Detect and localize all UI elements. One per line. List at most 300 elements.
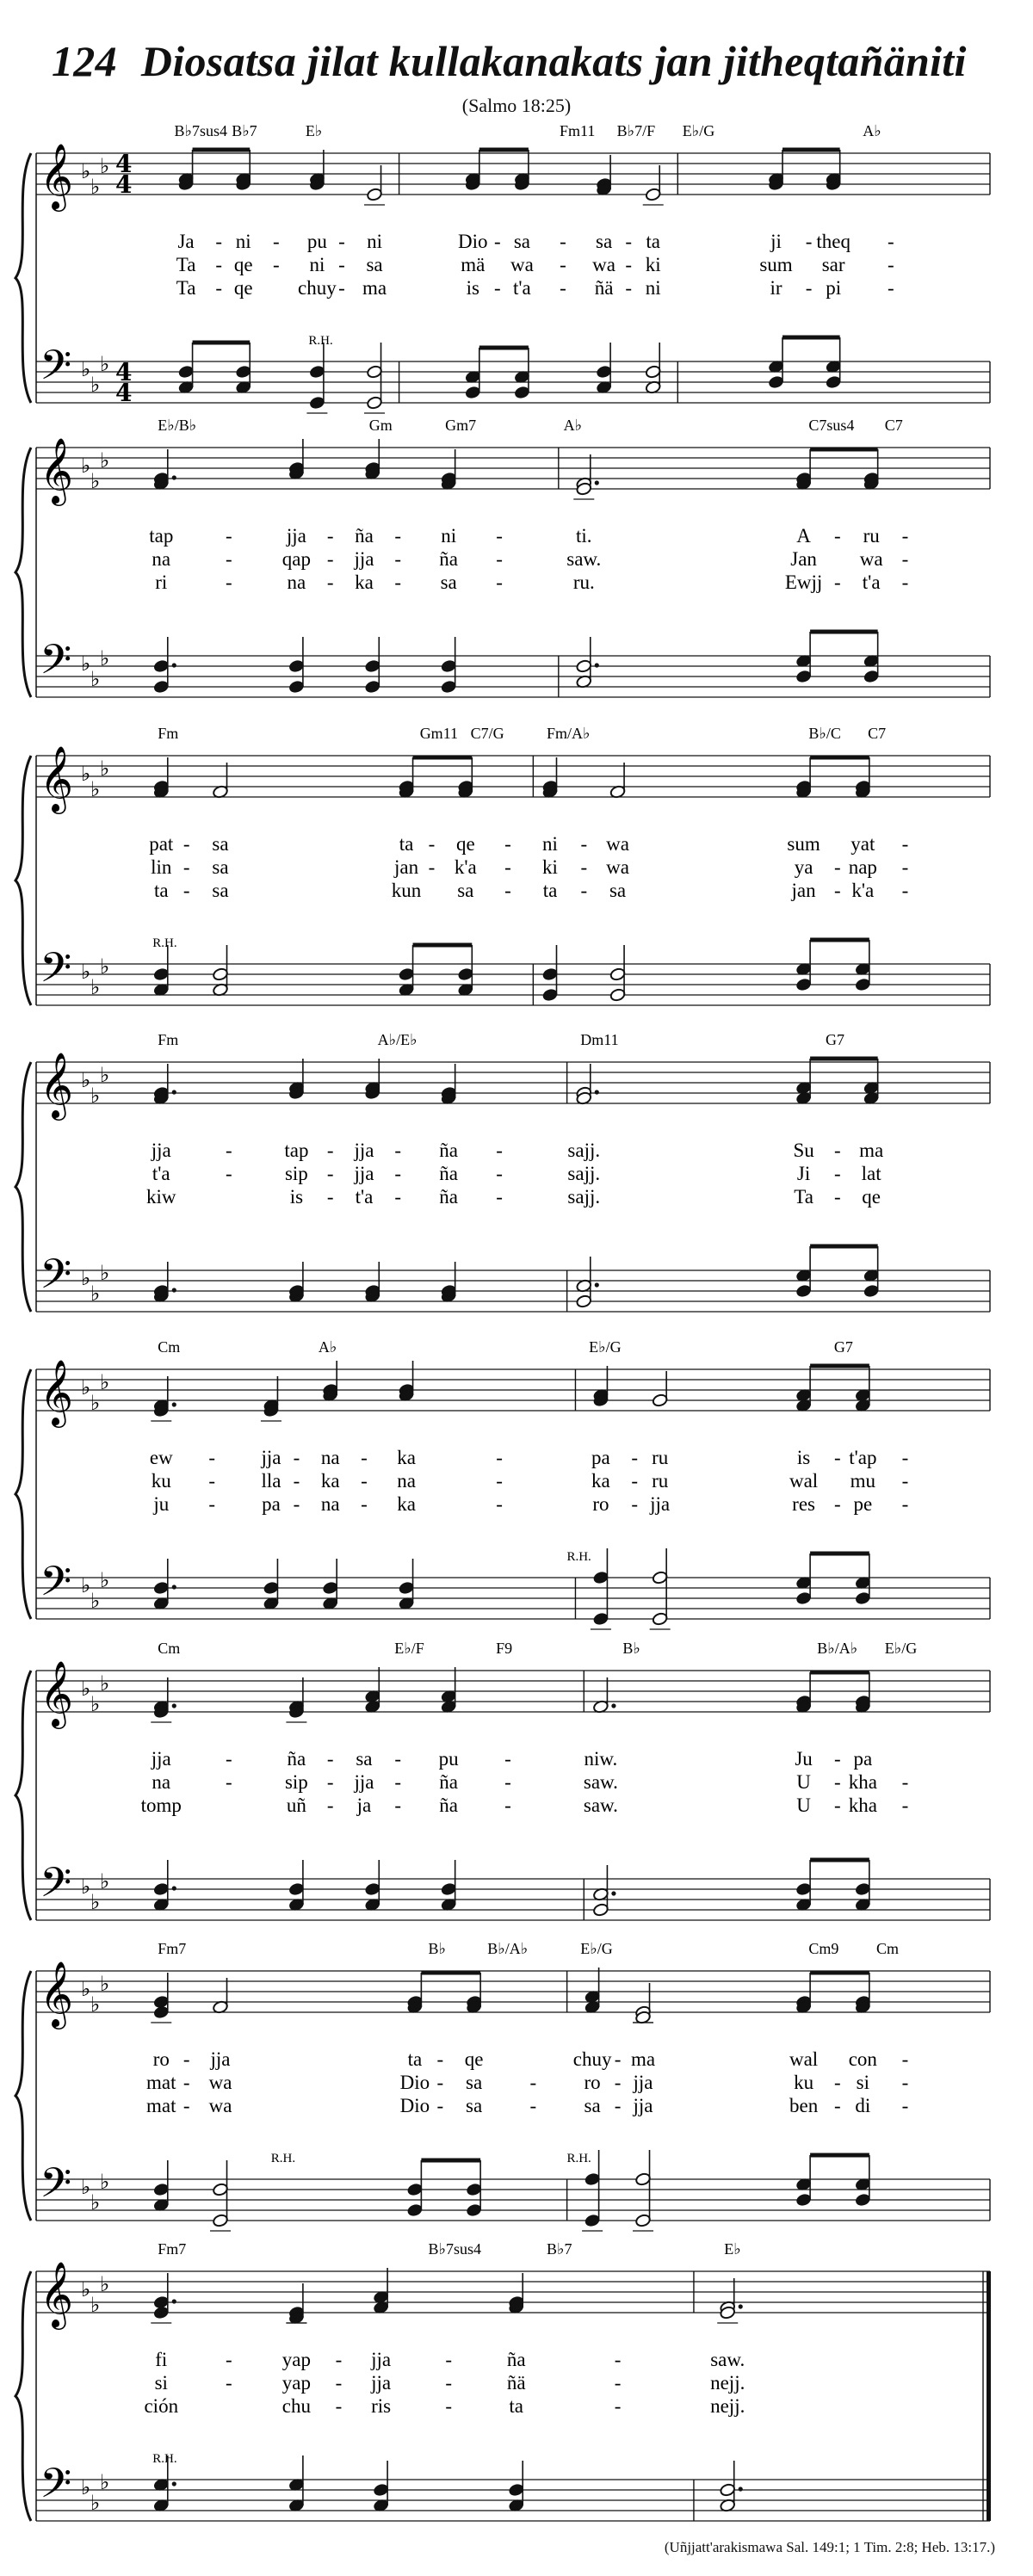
lyric-syllable: ta <box>153 880 169 901</box>
note-head <box>795 2193 812 2207</box>
lyric-syllable: - <box>631 1493 639 1515</box>
flat-icon: ♭ <box>100 1972 110 1996</box>
lyric-syllable: wa <box>592 254 616 275</box>
note-head <box>288 659 305 673</box>
lyric-syllable: niw. <box>584 1748 618 1770</box>
note-head <box>288 1882 305 1896</box>
lyric-syllable: - <box>394 571 402 593</box>
lyric-syllable: ma <box>859 1140 884 1161</box>
note-head <box>322 1581 338 1595</box>
system-brace <box>15 448 31 697</box>
lyric-syllable: yap <box>281 2349 312 2370</box>
lyric-syllable: si <box>154 2372 168 2394</box>
lyric-syllable: pe <box>853 1493 873 1515</box>
note-head <box>213 2214 229 2227</box>
note-head <box>364 680 380 694</box>
lyric-syllable: con <box>848 2048 877 2070</box>
flat-icon: ♭ <box>81 652 91 676</box>
lyric-syllable: Ta <box>794 1186 813 1208</box>
lyric-syllable: - <box>901 2095 909 2116</box>
hymn-number: 124 <box>52 37 117 85</box>
rh-marking: R.H. <box>308 334 333 348</box>
lyric-syllable: ka <box>591 1470 610 1492</box>
lyric-syllable: mä <box>461 254 486 275</box>
lyric-syllable: ro <box>592 1493 609 1515</box>
lyric-syllable: - <box>496 1163 503 1184</box>
lyric-syllable: - <box>226 1140 232 1161</box>
chord-symbol: Cm <box>158 1640 181 1657</box>
lyric-syllable: - <box>496 1470 503 1492</box>
bass-clef-icon: 𝄢 <box>40 1250 72 1308</box>
time-sig-bottom: 4 <box>115 170 133 199</box>
lyric-syllable: sa <box>466 2095 483 2116</box>
lyric-syllable: wal <box>789 2048 819 2070</box>
lyric-syllable: - <box>436 2095 444 2116</box>
chord-symbol: Fm <box>158 725 179 742</box>
lyric-syllable: jja <box>633 2095 653 2116</box>
lyric-syllable: wa <box>208 2072 232 2093</box>
lyric-syllable: - <box>901 1470 909 1492</box>
lyric-syllable: - <box>504 880 511 901</box>
lyric-syllable: - <box>834 1748 841 1770</box>
chord-symbol: E♭/G <box>589 1338 622 1356</box>
lyric-syllable: sa <box>513 231 530 252</box>
lyric-syllable: - <box>834 571 841 593</box>
lyric-syllable: ni <box>235 231 251 252</box>
lyric-syllable: - <box>496 1140 503 1161</box>
lyric-syllable: - <box>901 880 909 901</box>
lyric-syllable: ki <box>542 856 558 878</box>
flat-icon: ♭ <box>81 1573 91 1597</box>
lyric-syllable: - <box>394 1186 402 1208</box>
flat-icon: ♭ <box>90 2491 101 2515</box>
flat-icon: ♭ <box>90 2293 101 2317</box>
flat-icon: ♭ <box>90 1589 101 1613</box>
lyric-syllable: Jan <box>790 548 817 570</box>
lyric-syllable: sa <box>440 571 457 593</box>
lyric-syllable: - <box>338 277 345 299</box>
lyric-syllable: jja <box>151 1748 171 1770</box>
lyric-syllable: Dio <box>399 2072 430 2093</box>
note-head <box>466 2203 482 2217</box>
flat-icon: ♭ <box>100 1568 110 1592</box>
lyric-syllable: - <box>614 2095 622 2116</box>
flat-icon: ♭ <box>81 1977 91 2001</box>
lyric-syllable: - <box>326 571 334 593</box>
lyric-syllable: ni <box>367 231 382 252</box>
note-head <box>213 967 229 981</box>
note-head <box>235 365 251 379</box>
lyric-syllable: - <box>182 880 190 901</box>
note-head <box>609 967 626 981</box>
lyric-syllable: Ta <box>176 254 196 275</box>
lyric-syllable: - <box>394 525 402 547</box>
lyric-syllable: - <box>394 1163 402 1184</box>
lyric-syllable: Dio <box>458 231 488 252</box>
lyric-syllable: jja <box>286 525 306 547</box>
lyric-syllable: ru. <box>572 571 595 593</box>
note-head <box>635 2214 652 2227</box>
lyric-syllable: sa <box>596 231 613 252</box>
flat-icon: ♭ <box>100 646 110 670</box>
lyric-syllable: ña <box>439 1771 459 1793</box>
lyric-syllable: jja <box>151 1140 171 1161</box>
note-head <box>541 967 558 981</box>
note-head <box>720 2483 736 2497</box>
note-head <box>466 2183 482 2196</box>
dot <box>595 1282 599 1287</box>
chord-symbol: Gm11 <box>419 725 459 742</box>
time-sig-top: 4 <box>115 358 133 386</box>
lyric-syllable: na <box>397 1470 416 1492</box>
flat-icon: ♭ <box>81 2475 91 2499</box>
rh-marking: R.H. <box>270 2152 296 2165</box>
lyric-syllable: - <box>394 1771 402 1793</box>
system-brace <box>15 1971 31 2221</box>
system-3 <box>15 725 990 1005</box>
note-head <box>855 2193 871 2207</box>
dot <box>172 1585 176 1589</box>
lyric-syllable: sar <box>821 254 845 275</box>
note-head <box>213 2183 229 2196</box>
chord-symbol: Gm <box>368 417 393 434</box>
chord-symbol: Dm11 <box>580 1031 619 1048</box>
lyric-syllable: - <box>394 548 402 570</box>
note-head <box>367 188 383 201</box>
lyric-syllable: - <box>326 1795 334 1816</box>
lyric-syllable: ña <box>506 2349 526 2370</box>
chord-symbol: F9 <box>496 1640 513 1657</box>
lyric-syllable: wa <box>208 2095 232 2116</box>
note-head <box>645 188 661 201</box>
lyric-syllable: - <box>560 277 566 299</box>
dot <box>172 1886 176 1890</box>
lyric-syllable: - <box>182 833 190 855</box>
lyric-syllable: - <box>326 1140 334 1161</box>
lyric-syllable: jja <box>210 2048 231 2070</box>
lyric-syllable: na <box>320 1447 340 1468</box>
lyric-syllable: - <box>226 2372 232 2394</box>
lyric-syllable: si <box>856 2072 870 2093</box>
lyric-syllable: - <box>631 1470 639 1492</box>
treble-clef-icon: 𝄞 <box>40 1359 74 1425</box>
chord-symbol: B♭7/F <box>616 122 656 139</box>
lyric-syllable: - <box>326 548 334 570</box>
lyric-syllable: jja <box>261 1447 281 1468</box>
lyric-syllable: wa <box>606 856 629 878</box>
note-head <box>652 1393 668 1407</box>
lyric-syllable: ti. <box>576 525 592 547</box>
lyric-syllable: ka <box>397 1447 416 1468</box>
lyric-syllable: ña <box>287 1748 306 1770</box>
lyric-syllable: ka <box>320 1470 340 1492</box>
lyric-syllable: qe <box>862 1186 881 1208</box>
lyric-syllable: - <box>293 1447 300 1468</box>
lyric-syllable: - <box>326 1771 334 1793</box>
chord-symbol: E♭ <box>305 122 323 139</box>
lyric-syllable: - <box>529 2095 537 2116</box>
lyric-syllable: jja <box>633 2072 653 2093</box>
lyric-syllable: - <box>614 2395 622 2417</box>
flat-icon: ♭ <box>90 373 101 397</box>
lyric-syllable: jja <box>354 548 374 570</box>
flat-icon: ♭ <box>81 1266 91 1290</box>
lyric-syllable: res <box>792 1493 816 1515</box>
lyric-syllable: - <box>445 2395 452 2417</box>
lyric-syllable: - <box>834 1163 841 1184</box>
bass-clef-icon: 𝄢 <box>40 635 72 694</box>
chord-symbol: E♭/G <box>884 1640 918 1657</box>
note-head <box>309 365 325 379</box>
lyric-syllable: A <box>796 525 811 547</box>
dot <box>595 480 599 485</box>
lyric-syllable: jja <box>354 1140 374 1161</box>
lyric-syllable: yat <box>851 833 875 855</box>
system-1 <box>15 122 990 413</box>
lyric-syllable: ña <box>439 1140 459 1161</box>
note-head <box>364 659 380 673</box>
lyric-syllable: - <box>834 856 841 878</box>
lyric-syllable: k'a <box>851 880 875 901</box>
lyric-syllable: - <box>428 856 436 878</box>
dot <box>595 663 599 667</box>
lyric-syllable: sajj. <box>567 1186 601 1208</box>
lyric-syllable: - <box>293 1470 300 1492</box>
lyric-syllable: - <box>901 1447 909 1468</box>
lyric-syllable: ka <box>355 571 374 593</box>
lyric-syllable: sip <box>284 1163 308 1184</box>
chord-symbol: Fm7 <box>158 2240 187 2258</box>
bass-clef-icon: 𝄢 <box>40 341 72 399</box>
lyric-syllable: - <box>834 525 841 547</box>
lyric-syllable: - <box>614 2048 622 2070</box>
scripture-reference: (Salmo 18:25) <box>461 95 572 116</box>
lyric-syllable: - <box>361 1470 368 1492</box>
lyric-syllable: - <box>504 1771 511 1793</box>
note-head <box>855 1882 871 1896</box>
lyric-syllable: jan <box>394 856 419 878</box>
note-head <box>863 1284 880 1298</box>
system-5 <box>15 1338 990 1629</box>
lyric-syllable: chu <box>281 2395 312 2417</box>
treble-clef-icon: 𝄞 <box>40 1961 74 2027</box>
lyric-syllable: ro <box>152 2048 170 2070</box>
lyric-syllable: - <box>226 548 232 570</box>
flat-icon: ♭ <box>100 1370 110 1394</box>
chord-symbol: Cm9 <box>808 1940 839 1957</box>
dot <box>595 1090 599 1094</box>
lyric-syllable: - <box>494 231 501 252</box>
lyric-syllable: - <box>496 548 503 570</box>
lyric-syllable: - <box>614 2072 622 2093</box>
lyric-syllable: - <box>901 525 909 547</box>
lyric-syllable: - <box>394 1795 402 1816</box>
lyric-syllable: sa <box>212 856 229 878</box>
lyric-syllable: saw. <box>583 1771 618 1793</box>
lyric-syllable: - <box>625 277 632 299</box>
lyric-syllable: - <box>580 856 588 878</box>
chord-symbol: B♭7sus4 <box>428 2240 482 2258</box>
flat-icon: ♭ <box>90 469 101 493</box>
rh-marking: R.H. <box>152 2452 177 2466</box>
treble-clef-icon: 𝄞 <box>40 745 74 812</box>
flat-icon: ♭ <box>100 1261 110 1285</box>
lyric-syllable: - <box>496 1493 503 1515</box>
lyric-syllable: ña <box>439 1163 459 1184</box>
flat-icon: ♭ <box>100 2170 110 2194</box>
note-head <box>367 365 383 379</box>
lyric-syllable: - <box>215 231 222 252</box>
lyric-syllable: ru <box>652 1447 669 1468</box>
lyric-syllable: - <box>335 2349 343 2370</box>
chord-symbol: E♭ <box>724 2240 741 2258</box>
lyric-syllable: t'ap <box>849 1447 877 1468</box>
note-head <box>508 2483 524 2497</box>
lyric-syllable: ta <box>646 231 661 252</box>
lyric-syllable: - <box>901 1795 909 1816</box>
chord-symbol: E♭/F <box>394 1640 424 1657</box>
chord-symbol: A♭/E♭ <box>377 1031 418 1048</box>
lyric-syllable: ni <box>309 254 325 275</box>
lyric-syllable: - <box>226 525 232 547</box>
lyric-syllable: - <box>504 833 511 855</box>
lyric-syllable: - <box>338 254 345 275</box>
treble-clef-icon: 𝄞 <box>40 143 74 209</box>
note-head <box>153 2005 170 2019</box>
lyric-syllable: Ju <box>795 1748 813 1770</box>
lyric-syllable: nejj. <box>710 2395 745 2417</box>
note-head <box>514 386 530 399</box>
lyric-syllable: kiw <box>146 1186 176 1208</box>
lyric-syllable: Ja <box>177 231 195 252</box>
lyric-syllable: tap <box>149 525 174 547</box>
lyric-syllable: Su <box>793 1140 814 1161</box>
chord-symbol: A♭ <box>863 122 881 139</box>
lyric-syllable: - <box>834 2072 841 2093</box>
note-head <box>585 2172 601 2186</box>
lyric-syllable: ben <box>789 2095 819 2116</box>
lyric-syllable: - <box>901 1771 909 1793</box>
lyric-syllable: ru <box>652 1470 669 1492</box>
chord-symbol: B♭/C <box>808 725 841 742</box>
chord-symbol: C7 <box>884 417 903 434</box>
chord-symbol: E♭/G <box>682 122 715 139</box>
lyric-syllable: qe <box>455 833 475 855</box>
lyric-syllable: sa <box>212 880 229 901</box>
chord-symbol: Cm <box>158 1338 181 1356</box>
lyric-syllable: Ewjj <box>784 571 823 593</box>
note-head <box>153 2306 170 2320</box>
note-head <box>406 2203 423 2217</box>
lyric-syllable: - <box>834 880 841 901</box>
lyric-syllable: - <box>625 254 632 275</box>
chord-symbol: B♭7sus4 <box>174 122 228 139</box>
flat-icon: ♭ <box>100 757 110 781</box>
lyric-syllable: - <box>560 254 566 275</box>
system-brace <box>15 1671 31 1920</box>
dot <box>172 1288 176 1292</box>
lyric-syllable: Ta <box>176 277 196 299</box>
lyric-syllable: - <box>887 231 894 252</box>
chord-symbol: E♭/B♭ <box>158 417 197 434</box>
lyric-syllable: t'a <box>862 571 881 593</box>
system-brace <box>15 1062 31 1312</box>
lyric-syllable: jja <box>371 2349 392 2370</box>
lyric-syllable: - <box>805 231 813 252</box>
lyric-syllable: ew <box>149 1447 173 1468</box>
lyric-syllable: - <box>428 833 436 855</box>
flat-icon: ♭ <box>100 154 110 178</box>
flat-icon: ♭ <box>90 667 101 691</box>
note-head <box>795 1882 812 1896</box>
dot <box>611 1891 615 1895</box>
flat-icon: ♭ <box>90 1692 101 1716</box>
lyric-syllable: ju <box>153 1493 170 1515</box>
lyric-syllable: - <box>614 2372 622 2394</box>
chord-symbol: B♭/A♭ <box>817 1640 858 1657</box>
lyric-syllable: qe <box>464 2048 484 2070</box>
flat-icon: ♭ <box>90 1282 101 1306</box>
flat-icon: ♭ <box>100 1869 110 1893</box>
lyric-syllable: - <box>215 277 222 299</box>
lyric-syllable: - <box>445 2372 452 2394</box>
flat-icon: ♭ <box>81 2175 91 2199</box>
note-head <box>635 2172 652 2186</box>
lyric-syllable: - <box>326 525 334 547</box>
lyric-syllable: - <box>560 231 566 252</box>
dot <box>172 2481 176 2486</box>
lyric-syllable: sip <box>284 1771 308 1793</box>
lyric-syllable: - <box>226 1748 232 1770</box>
flat-icon: ♭ <box>81 2277 91 2301</box>
lyric-syllable: lin <box>151 856 172 878</box>
lyric-syllable: ta <box>509 2395 524 2417</box>
note-head <box>309 396 325 410</box>
lyric-syllable: - <box>496 571 503 593</box>
lyric-syllable: ris <box>371 2395 392 2417</box>
lyric-syllable: ción <box>144 2395 179 2417</box>
lyric-syllable: - <box>901 833 909 855</box>
lyric-syllable: lla <box>261 1470 281 1492</box>
note-head <box>855 1591 871 1605</box>
lyric-syllable: - <box>226 1163 232 1184</box>
lyric-syllable: lat <box>861 1163 881 1184</box>
flat-icon: ♭ <box>81 1375 91 1399</box>
chord-symbol: E♭/G <box>580 1940 613 1957</box>
lyric-syllable: ri <box>155 571 168 593</box>
lyric-syllable: U <box>796 1771 811 1793</box>
note-head <box>592 1903 609 1917</box>
lyric-syllable: - <box>834 1447 841 1468</box>
lyric-syllable: tomp <box>140 1795 182 1816</box>
treble-clef-icon: 𝄞 <box>40 1052 74 1118</box>
lyric-syllable: ta <box>542 880 558 901</box>
lyric-syllable: sa <box>366 254 383 275</box>
lyric-syllable: - <box>834 2095 841 2116</box>
flat-icon: ♭ <box>81 1875 91 1899</box>
system-6 <box>15 1640 990 1920</box>
chord-symbol: G7 <box>826 1031 845 1048</box>
lyric-syllable: ña <box>439 1795 459 1816</box>
lyric-syllable: jja <box>354 1163 374 1184</box>
lyric-syllable: - <box>208 1470 216 1492</box>
treble-clef-icon: 𝄞 <box>40 2261 74 2327</box>
bass-clef-icon: 𝄢 <box>40 2159 72 2217</box>
lyric-syllable: pat <box>149 833 174 855</box>
lyric-syllable: na <box>320 1493 340 1515</box>
note-head <box>795 670 812 683</box>
lyric-syllable: theq <box>816 231 851 252</box>
